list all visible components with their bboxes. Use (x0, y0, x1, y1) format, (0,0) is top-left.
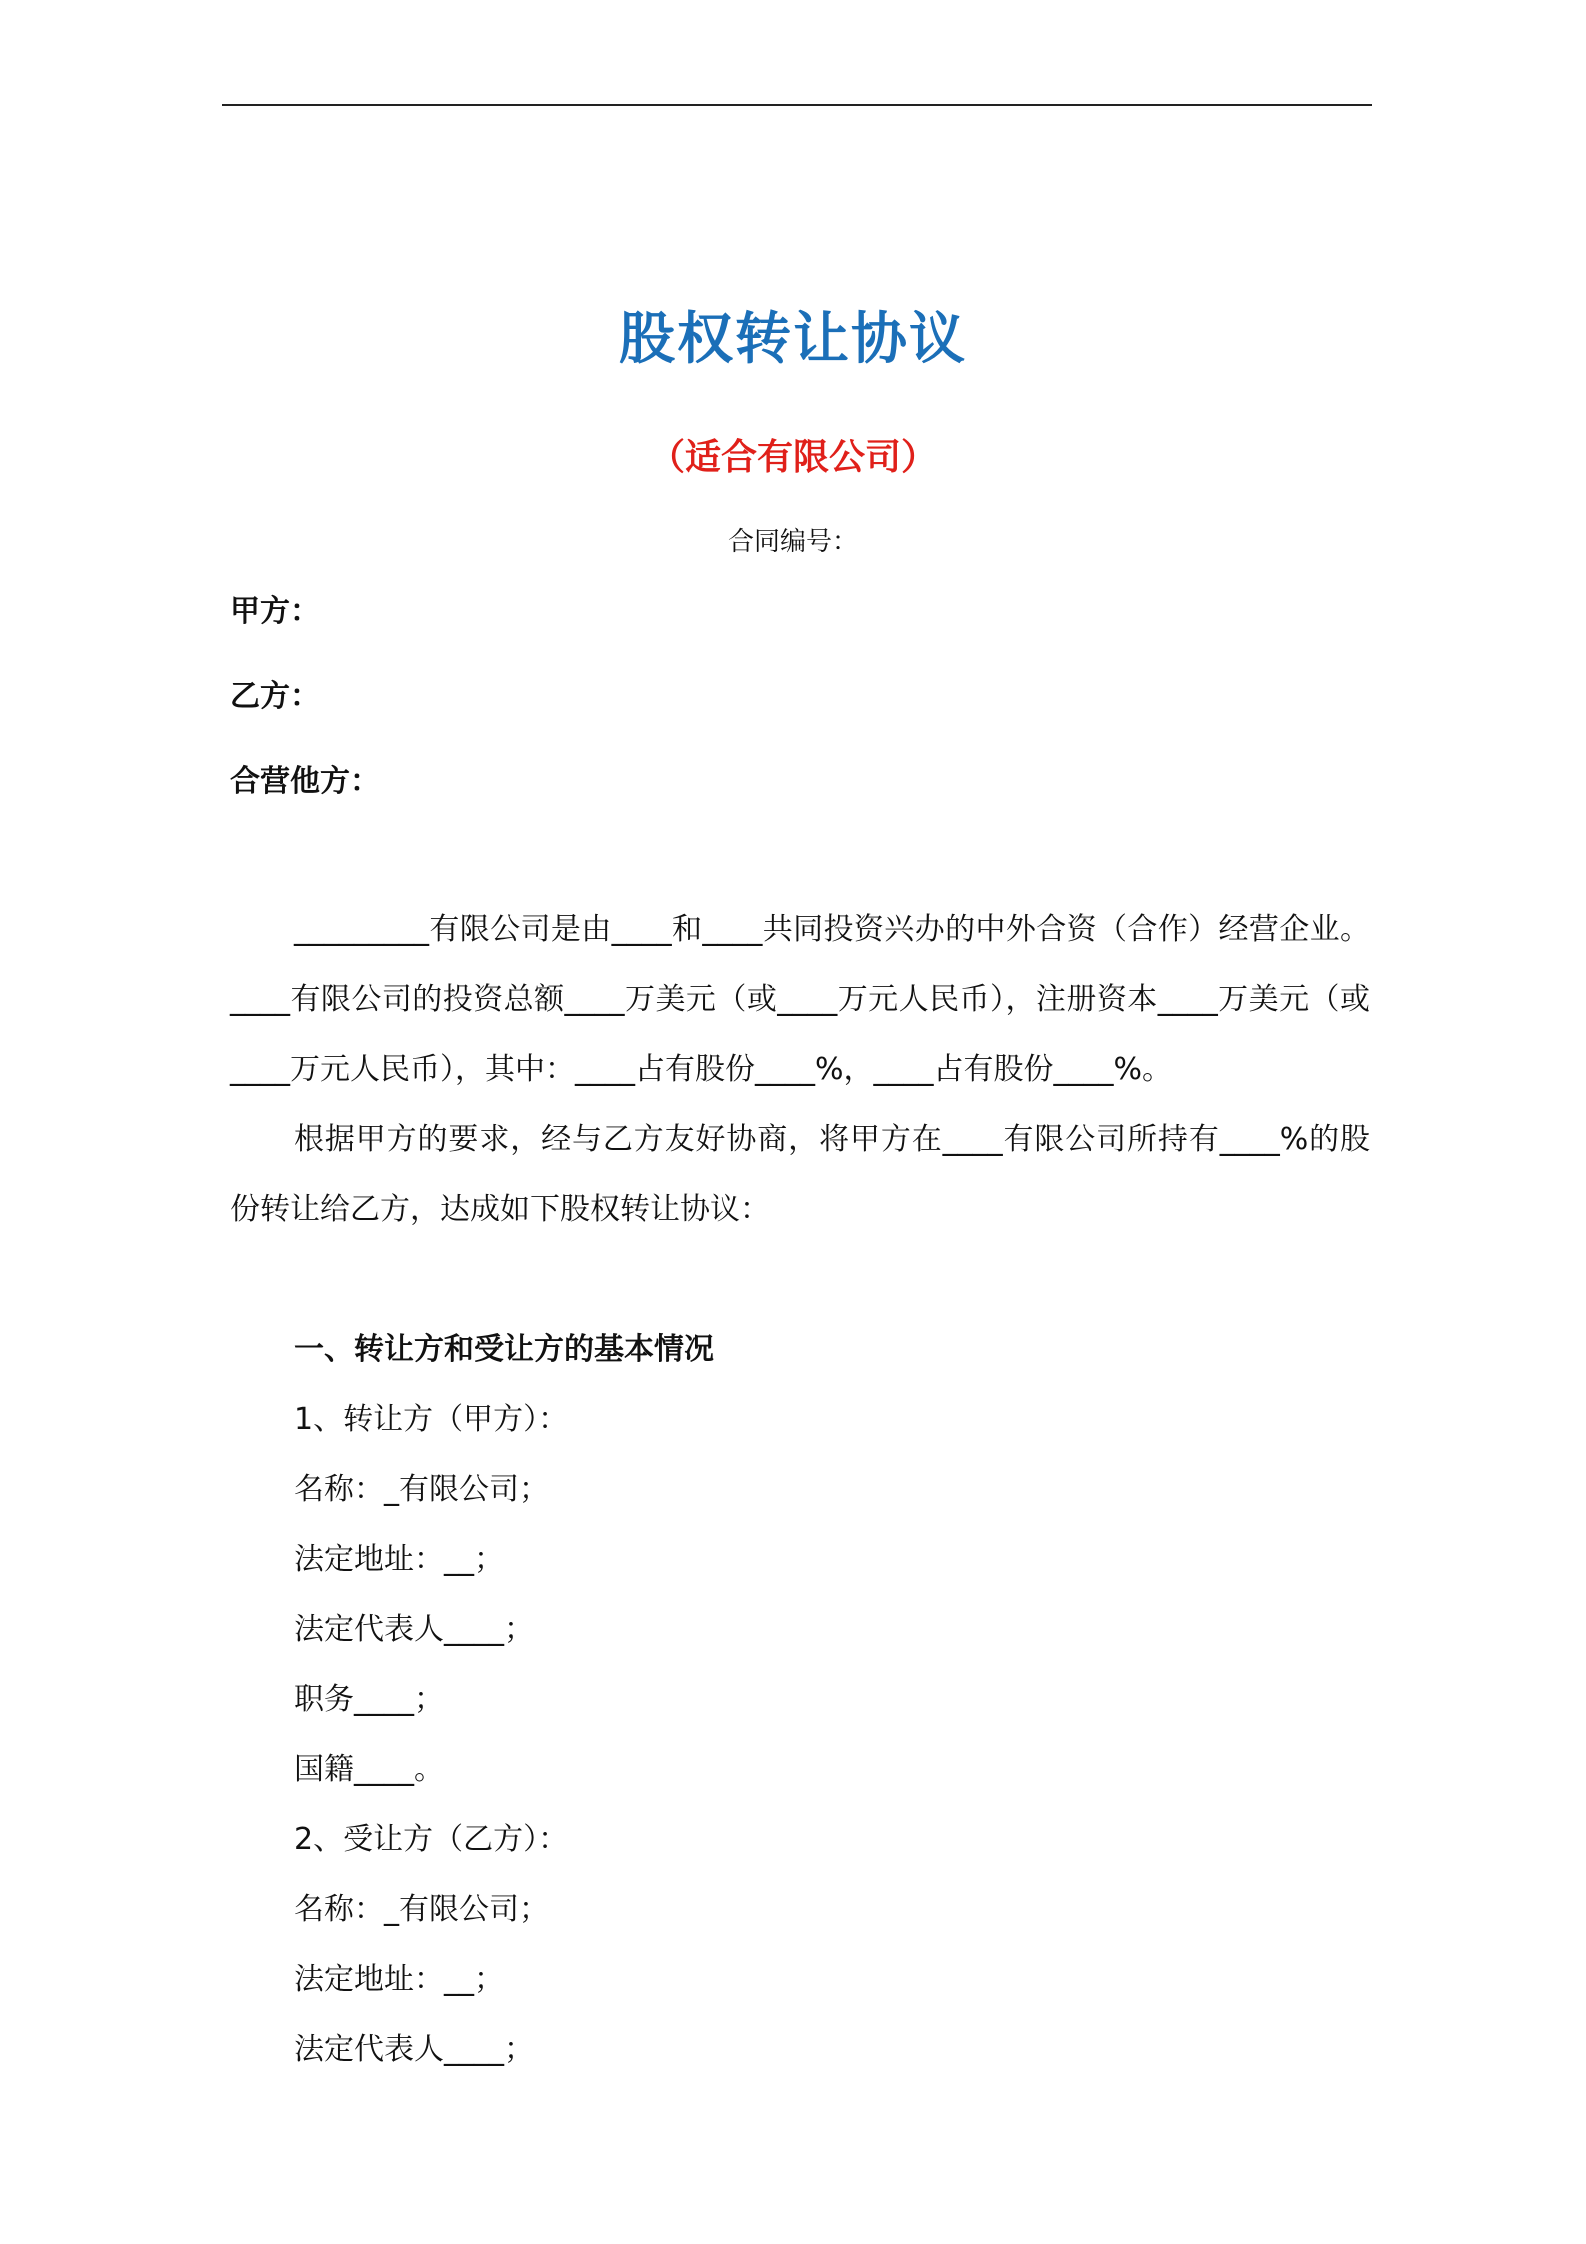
transferor-label: 1、转让方（甲方）： (294, 1402, 569, 1437)
other-party-label: 合营他方： (230, 764, 380, 799)
transferee-representative: 法定代表人____； (294, 2032, 534, 2067)
transferee-address: 法定地址：__； (294, 1962, 504, 1997)
transferor-representative: 法定代表人____； (294, 1612, 534, 1647)
contract-number-label: 合同编号： (727, 527, 858, 557)
transferee-name: 名称：_有限公司； (294, 1892, 549, 1927)
party-b-label: 乙方： (230, 679, 320, 714)
document-subtitle: （适合有限公司） (648, 437, 937, 478)
transferee-label: 2、受让方（乙方）： (294, 1822, 569, 1857)
header-rule (222, 104, 1372, 106)
section-heading: 一、转让方和受让方的基本情况 (294, 1332, 714, 1367)
section-basic-info (294, 1315, 1370, 2085)
document-title: 股权转让协议 (619, 307, 967, 372)
transferor-position: 职务____； (294, 1682, 444, 1717)
transferor-address: 法定地址：__； (294, 1542, 504, 1577)
intro-paragraph-1: _________有限公司是由____和____共同投资兴办的中外合资（合作）经营企业。____有限公司的投资总额____万美元（或____万元人民币），注册资本____万美元（或____万元人民币），其中：____占有股份____%，____占有股份____%。 (230, 912, 1370, 1087)
transferor-nationality: 国籍____。 (294, 1752, 444, 1787)
party-a-label: 甲方： (230, 594, 320, 629)
transferor-name: 名称：_有限公司； (294, 1472, 549, 1507)
intro-text (230, 895, 1370, 1245)
intro-paragraph-2: 根据甲方的要求，经与乙方友好协商，将甲方在____有限公司所持有____%的股份转让给乙方，达成如下股权转让协议： (230, 1122, 1370, 1227)
